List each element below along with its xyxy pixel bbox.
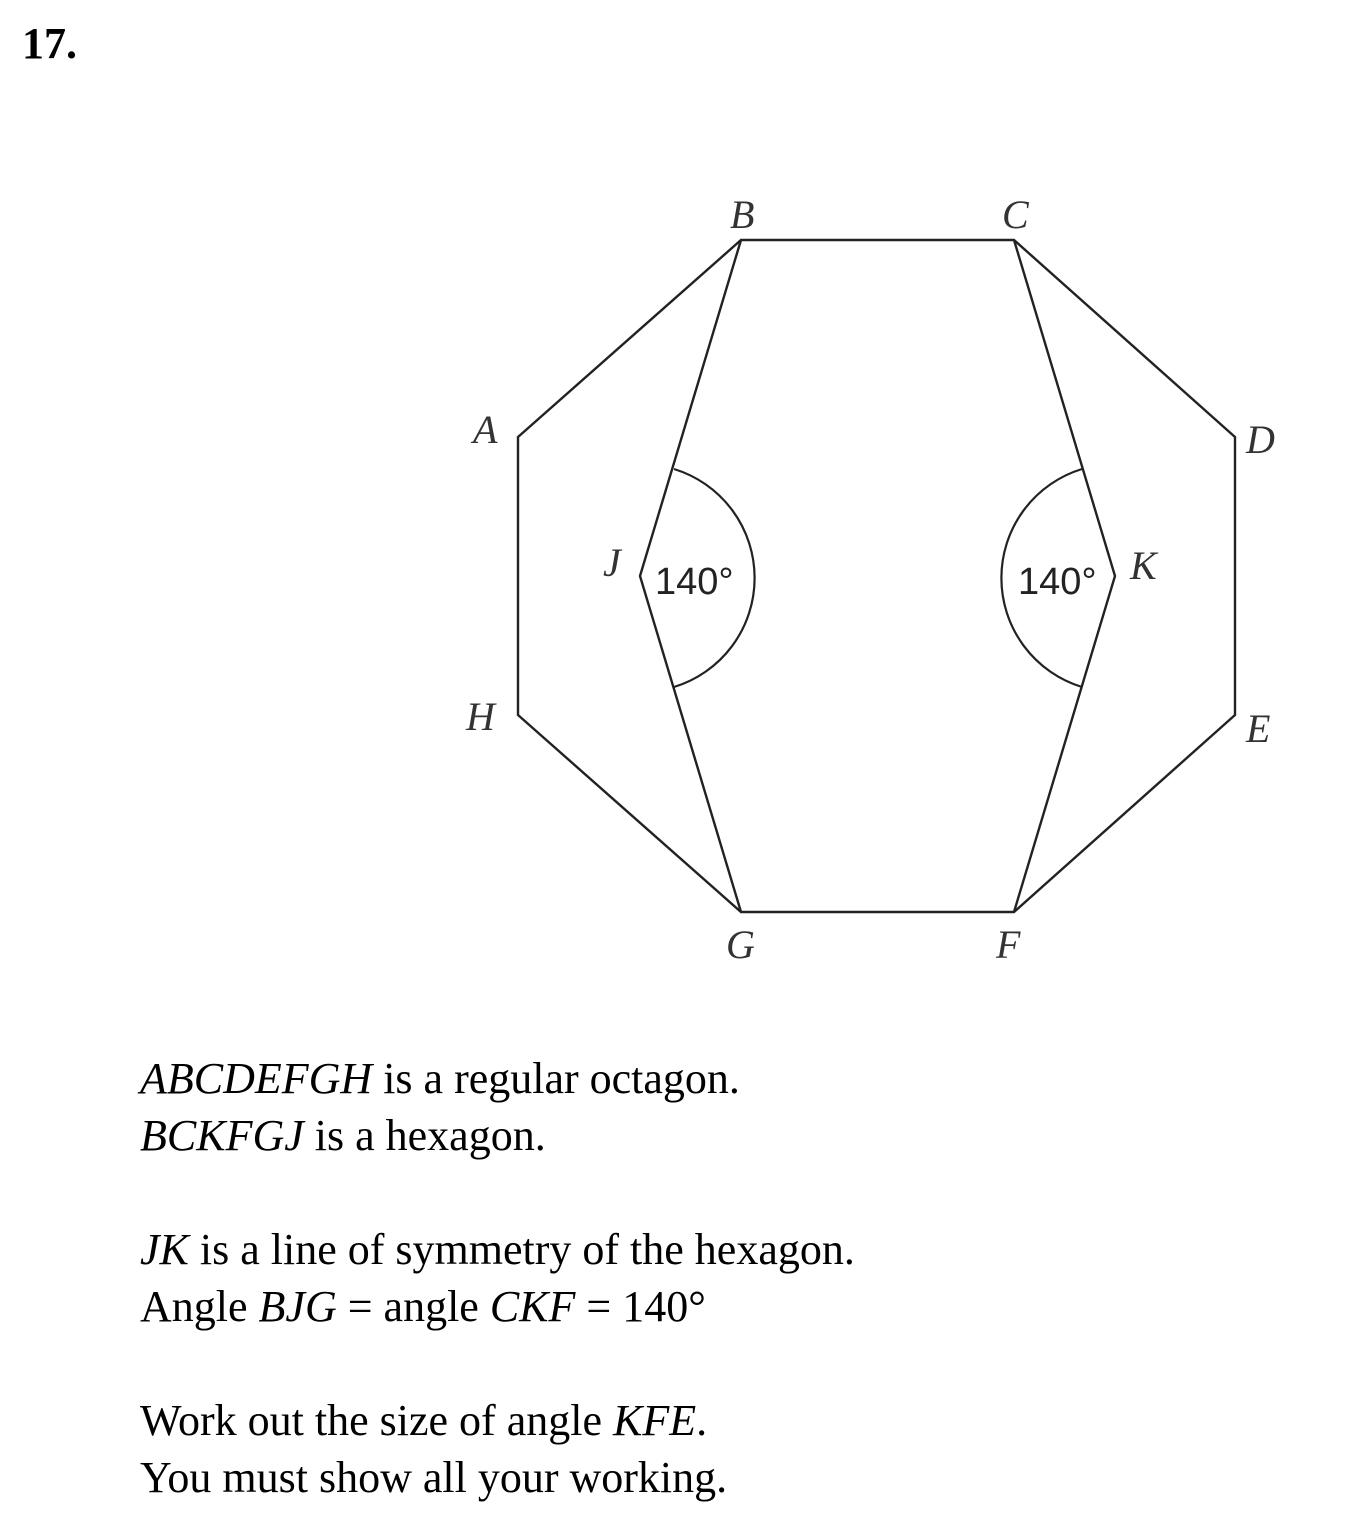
statement-block-symmetry xyxy=(140,1221,855,1335)
statement-block-task xyxy=(140,1392,727,1506)
angle-ckf-name: CKF xyxy=(489,1282,576,1331)
angle-label-j: 140° xyxy=(655,561,734,603)
vertex-label-h: H xyxy=(466,694,495,739)
octagon-statement-text: is a regular octagon. xyxy=(372,1054,740,1103)
vertex-label-g: G xyxy=(726,922,755,967)
angle-kfe-name: KFE xyxy=(612,1396,697,1445)
statement-hexagon xyxy=(140,1107,740,1164)
task-text-b: . xyxy=(696,1396,708,1445)
angles-text-b: = angle xyxy=(336,1282,490,1331)
vertex-label-j: J xyxy=(603,540,621,585)
angle-bjg-name: BJG xyxy=(258,1282,337,1331)
task-text-a: Work out the size of angle xyxy=(140,1396,613,1445)
symmetry-statement-text: is a line of symmetry of the hexagon. xyxy=(188,1225,855,1274)
symmetry-line-name: JK xyxy=(140,1225,189,1274)
task-instruction xyxy=(140,1392,727,1449)
vertex-label-e: E xyxy=(1246,706,1271,751)
vertex-label-c: C xyxy=(1002,192,1029,237)
angle-label-k: 140° xyxy=(1018,561,1097,603)
hexagon-name: BCKFGJ xyxy=(140,1111,304,1160)
statement-block-shapes xyxy=(140,1050,740,1164)
vertex-label-b: B xyxy=(730,192,755,237)
statement-angles xyxy=(140,1278,855,1335)
vertex-label-a: A xyxy=(473,407,498,452)
angles-text-c: = 140° xyxy=(575,1282,706,1331)
octagon-outline xyxy=(518,240,1235,912)
vertex-label-f: F xyxy=(996,922,1021,967)
question-number: 17. xyxy=(22,19,77,68)
angles-text-a: Angle xyxy=(140,1282,259,1331)
vertex-label-d: D xyxy=(1246,417,1275,462)
working-instruction: You must show all your working. xyxy=(140,1453,728,1502)
statement-symmetry xyxy=(140,1221,855,1278)
hexagon-statement-text: is a hexagon. xyxy=(303,1111,546,1160)
octagon-name: ABCDEFGH xyxy=(140,1054,373,1103)
vertex-label-k: K xyxy=(1130,543,1157,588)
statement-octagon xyxy=(140,1050,740,1107)
